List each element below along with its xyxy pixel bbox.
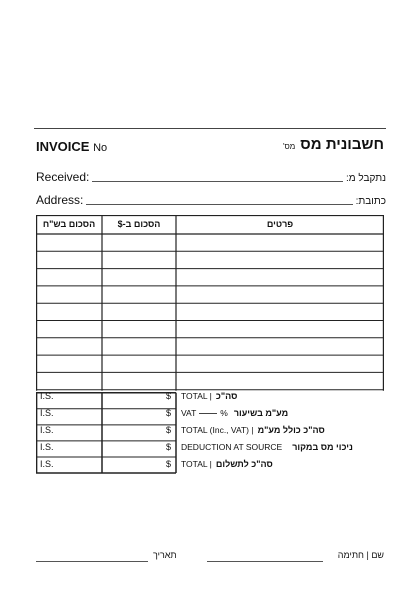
invoice-no-label: No: [93, 142, 108, 154]
summary-en: TOTAL |: [181, 391, 212, 401]
invoice-title-text: INVOICE: [36, 139, 90, 154]
sum-is: I.S.: [40, 459, 54, 469]
items-table: [36, 215, 384, 474]
sum-is: I.S.: [40, 408, 54, 418]
vat-rate-line[interactable]: [199, 406, 217, 414]
col-header-details: פרטים: [266, 219, 294, 229]
sum-dollar: $: [166, 408, 172, 418]
summary-en: TOTAL (Inc., VAT) |: [181, 425, 254, 435]
received-line[interactable]: [92, 181, 343, 182]
address-label-en: Address:: [36, 193, 84, 207]
summary-label-total-vat: [181, 423, 381, 438]
received-field[interactable]: [36, 170, 386, 184]
name-signature-label: שם | חתימה: [337, 550, 384, 560]
sum-is: I.S.: [40, 391, 54, 401]
summary-he: סה"כ כולל מע"מ: [257, 425, 325, 435]
date-line[interactable]: [36, 561, 148, 562]
signature-line[interactable]: [207, 561, 323, 562]
received-label-he: נתקבל מ:: [345, 173, 386, 184]
address-label-he: כתובת:: [355, 196, 386, 207]
summary-label-vat: [181, 406, 381, 421]
col-header-usd: הסכום ב-$: [117, 219, 161, 229]
summary-en: TOTAL |: [181, 459, 212, 469]
invoice-title-en: [36, 139, 107, 154]
summary-en: VAT: [181, 408, 197, 418]
summary-label-total: [181, 389, 381, 404]
invoice-no-he-label: מס': [283, 142, 296, 151]
summary-he: סה"כ: [215, 391, 238, 401]
summary-en: DEDUCTION AT SOURCE: [181, 442, 283, 452]
address-field[interactable]: [36, 193, 386, 207]
top-rule: [34, 128, 386, 129]
date-label: תאריך: [153, 550, 177, 560]
sum-dollar: $: [166, 391, 172, 401]
invoice-title-he: [283, 136, 384, 154]
summary-he: ניכוי מס במקור: [292, 442, 353, 452]
sum-dollar: $: [166, 459, 172, 469]
col-header-ils: הסכום בש"ח: [42, 219, 96, 229]
address-line[interactable]: [86, 204, 352, 205]
sum-is: I.S.: [40, 425, 54, 435]
sum-is: I.S.: [40, 442, 54, 452]
summary-label-grand-total: [181, 457, 381, 472]
vat-percent: %: [220, 408, 228, 418]
deduction-gap: [282, 440, 292, 455]
invoice-title-he-text: חשבונית מס: [300, 136, 384, 153]
summary-he: סה"כ לתשלום: [215, 459, 273, 469]
sum-dollar: $: [166, 442, 172, 452]
received-label-en: Received:: [36, 170, 90, 184]
summary-he: מע"מ בשיעור: [233, 408, 289, 418]
sum-dollar: $: [166, 425, 172, 435]
summary-label-deduction: [181, 440, 381, 455]
